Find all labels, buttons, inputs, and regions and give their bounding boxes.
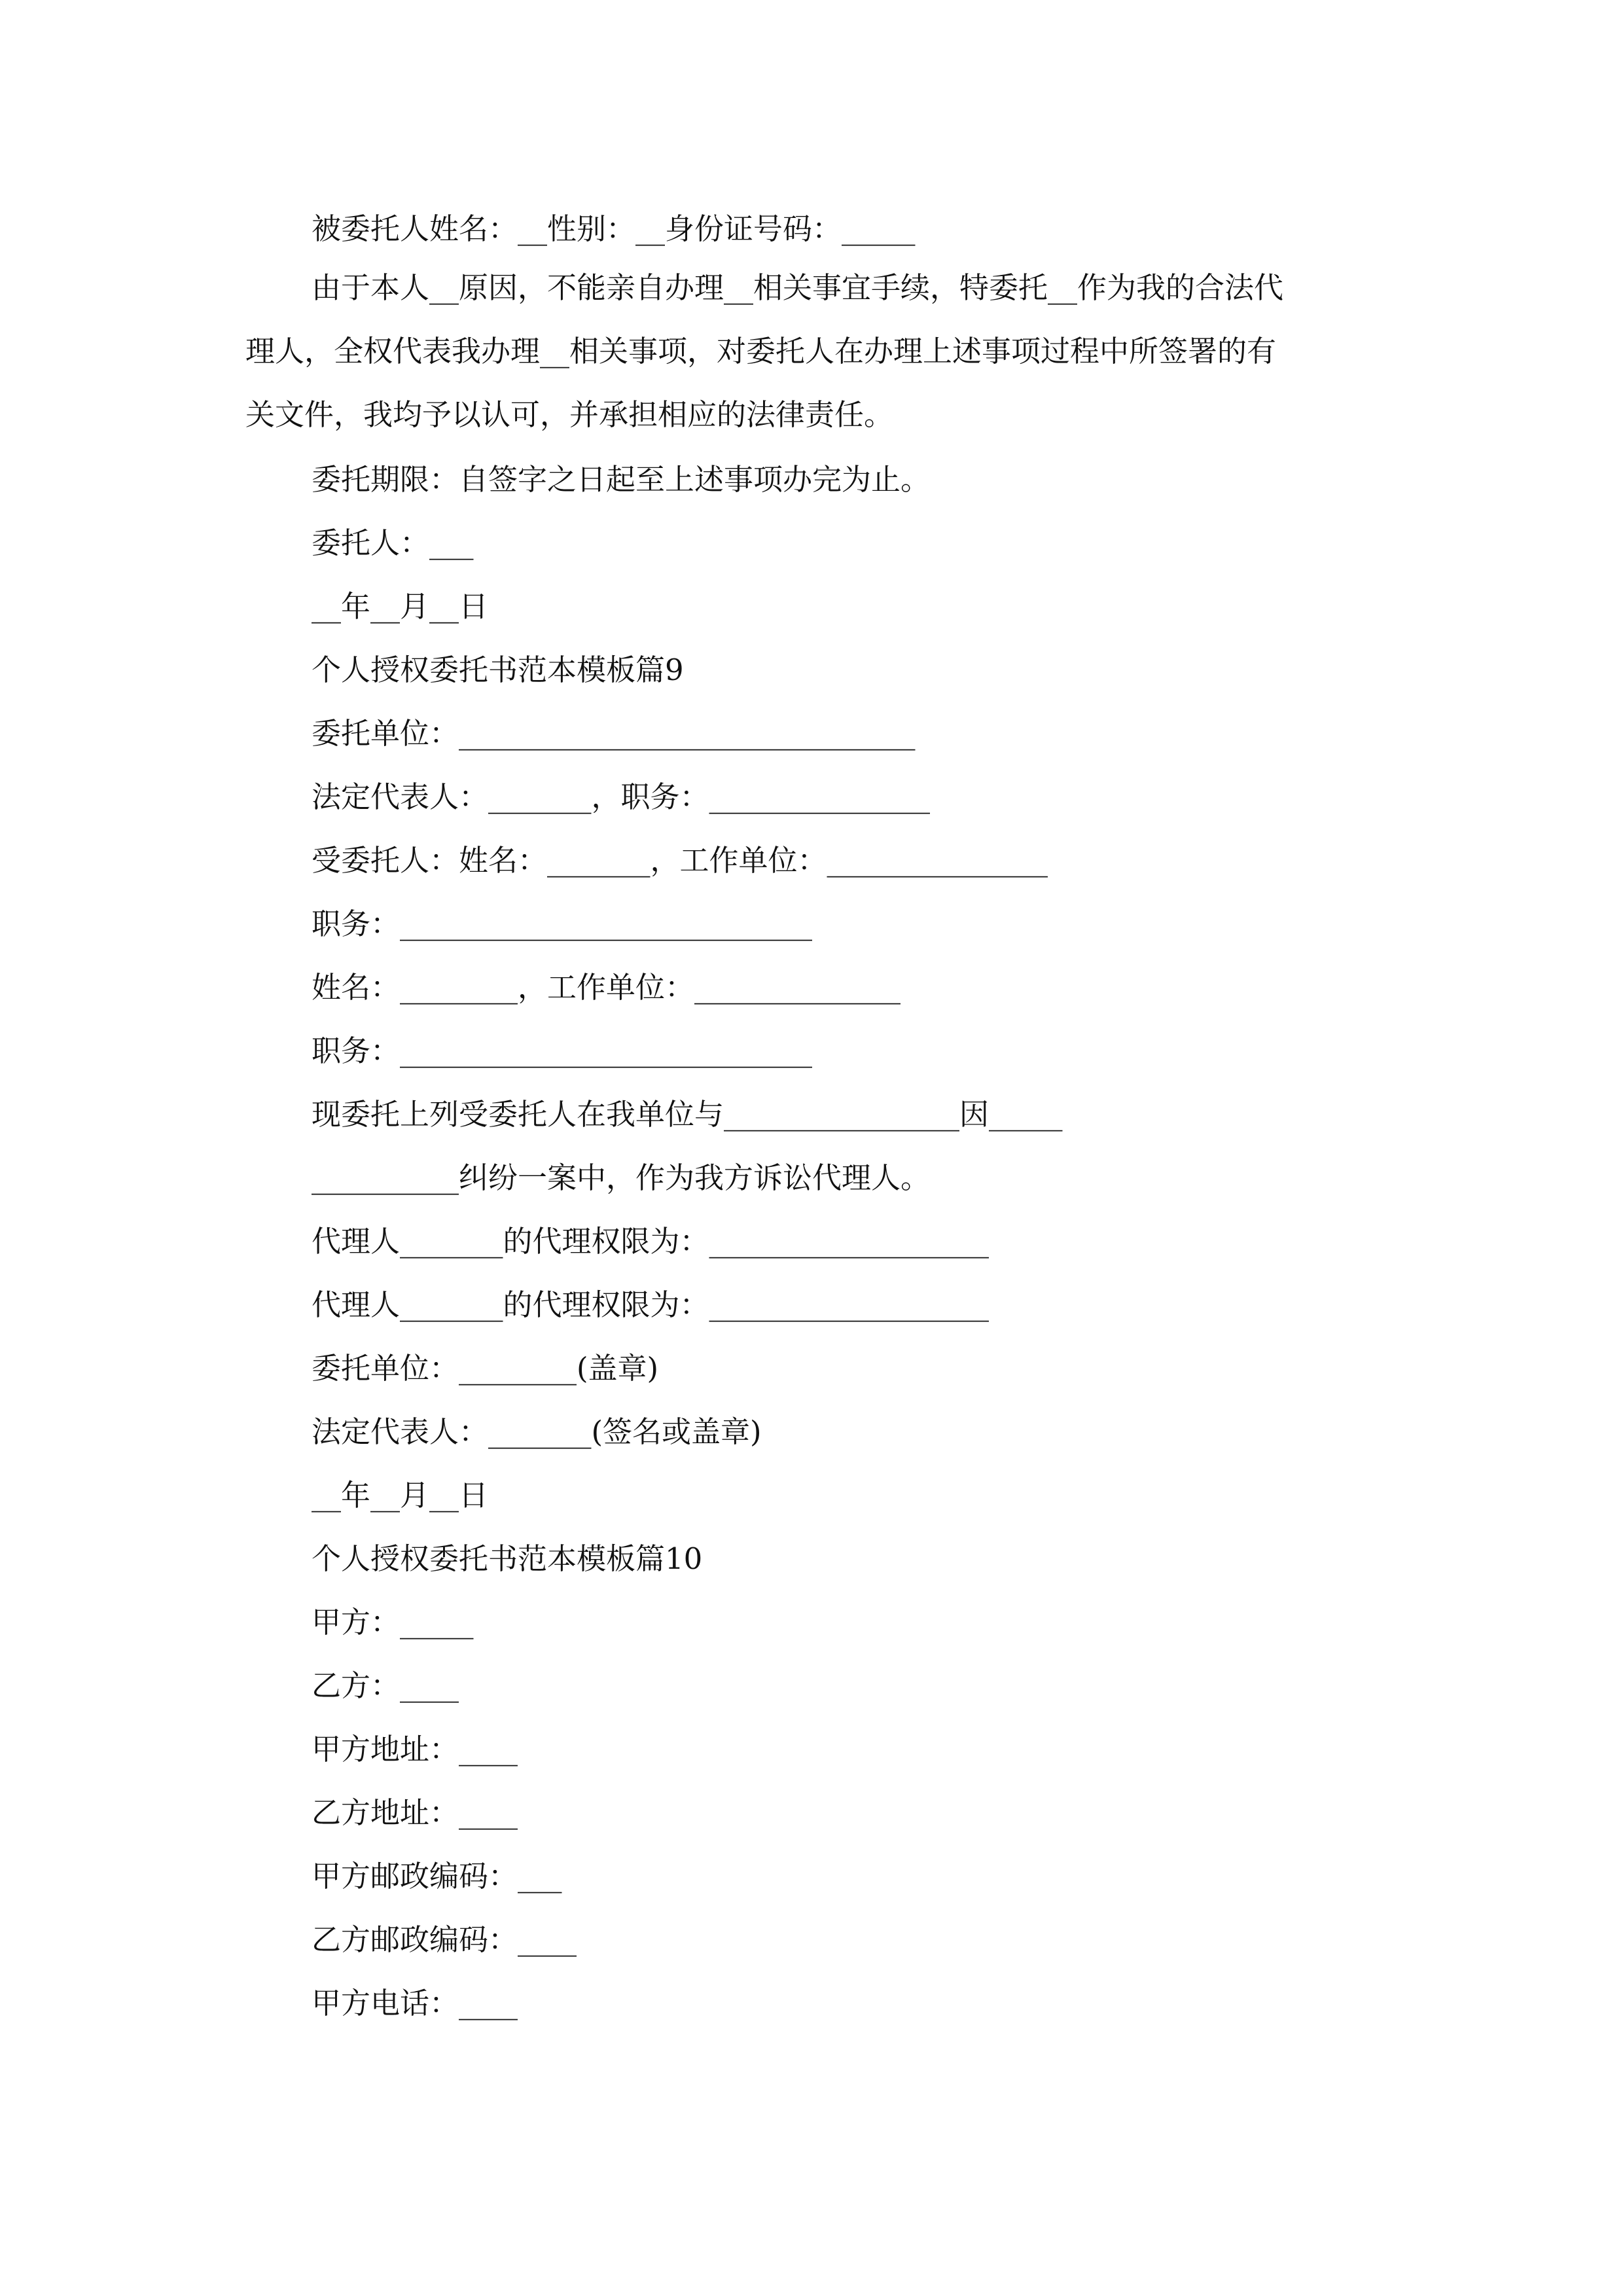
date-line: __年__月__日: [312, 589, 489, 624]
date-line: __年__月__日: [312, 1478, 489, 1513]
party-a-phone-line: 甲方电话：____: [312, 1986, 518, 2020]
position-line: 职务：____________________________: [312, 1033, 813, 1068]
name-line: 姓名：________，工作单位：______________: [312, 970, 901, 1005]
term-line: 委托期限：自签字之日起至上述事项办完为止。: [312, 462, 931, 497]
entrusting-unit-line: 委托单位：_______________________________: [312, 716, 916, 751]
position-line: 职务：____________________________: [312, 906, 813, 941]
legal-rep-line: 法定代表人：_______，职务：_______________: [312, 780, 931, 814]
section-heading-9: 个人授权委托书范本模板篇9: [312, 653, 684, 687]
principal-line: 委托人：___: [312, 526, 474, 560]
party-b-address-line: 乙方地址：____: [312, 1795, 518, 1830]
party-b-postcode-line: 乙方邮政编码：____: [312, 1922, 577, 1957]
party-b-line: 乙方：____: [312, 1668, 459, 1703]
legal-rep-signature-line: 法定代表人：_______(签名或盖章): [312, 1414, 762, 1449]
party-a-line: 甲方：_____: [312, 1605, 474, 1640]
entrusting-unit-seal-line: 委托单位：________(盖章): [312, 1351, 659, 1386]
paragraph-line: 由于本人__原因，不能亲自办理__相关事宜手续，特委托__作为我的合法代: [312, 270, 1284, 305]
party-a-address-line: 甲方地址：____: [312, 1732, 518, 1767]
trustee-line: 受委托人：姓名：_______，工作单位：_______________: [312, 843, 1048, 878]
paragraph-line: 关文件，我均予以认可，并承担相应的法律责任。: [245, 397, 894, 432]
paragraph-line: 理人，全权代表我办理__相关事项，对委托人在办理上述事项过程中所签署的有: [245, 334, 1277, 368]
agent-authority-line: 代理人_______的代理权限为：___________________: [312, 1224, 990, 1259]
entrust-statement-line: __________纠纷一案中，作为我方诉讼代理人。: [312, 1160, 931, 1195]
party-a-postcode-line: 甲方邮政编码：___: [312, 1859, 562, 1893]
entrust-statement-line: 现委托上列受委托人在我单位与________________因_____: [312, 1097, 1063, 1132]
agent-authority-line: 代理人_______的代理权限为：___________________: [312, 1287, 990, 1322]
authorization-paragraph: [245, 268, 1384, 459]
agent-info-line: 被委托人姓名：__性别：__身份证号码：_____: [312, 211, 916, 246]
section-heading-10: 个人授权委托书范本模板篇10: [312, 1541, 703, 1576]
